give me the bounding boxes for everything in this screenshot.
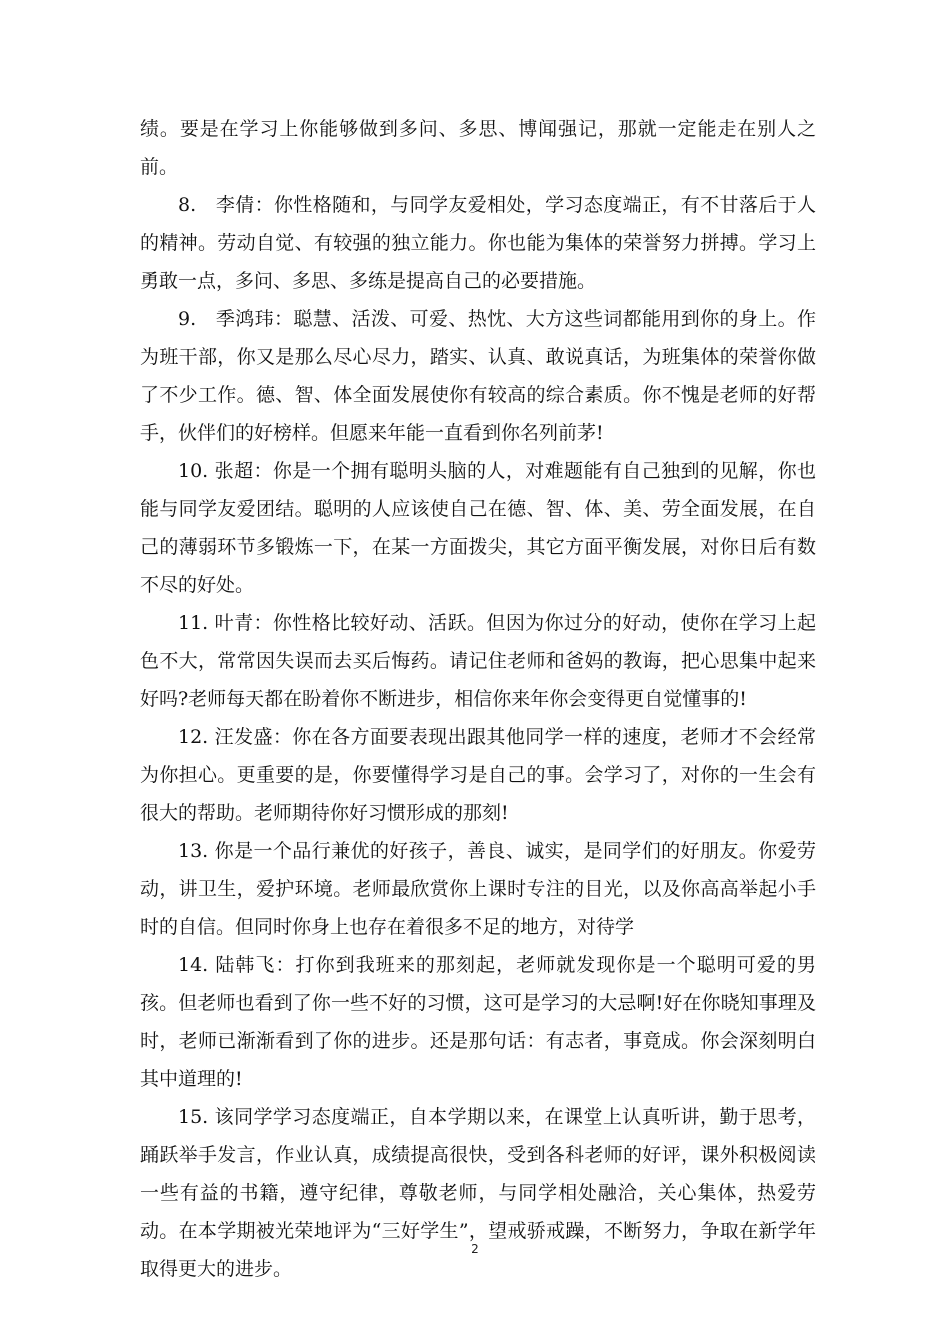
paragraph-item-15: 15. 该同学学习态度端正，自本学期以来，在课堂上认真听讲，勤于思考，踊跃举手发言，作业认真，成绩提高很快，受到各科老师的好评，课外积极阅读一些有益的书籍，遵守纪律，尊敬老师，与同学相处融洽，关心集体，热爱劳动。在本学期被光荣地评为“三好学生”，望戒骄戒躁，不断努力，争取在新学年取得更大的进步。 (140, 1106, 816, 1280)
paragraph-item-8: 8. 李倩：你性格随和，与同学友爱相处，学习态度端正，有不甘落后于人的精神。劳动自觉、有较强的独立能力。你也能为集体的荣誉努力拼搏。学习上勇敢一点，多问、多思、多练是提高自己的必要措施。 (140, 194, 816, 292)
paragraph-item-9: 9. 季鸿玮：聪慧、活泼、可爱、热忱、大方这些词都能用到你的身上。作为班干部，你又是那么尽心尽力，踏实、认真、敢说真话，为班集体的荣誉你做了不少工作。德、智、体全面发展使你有较高的综合素质。你不愧是老师的好帮手，伙伴们的好榜样。但愿来年能一直看到你名列前茅! (140, 308, 816, 444)
document-body (140, 110, 816, 1288)
paragraph-item-12: 12. 汪发盛：你在各方面要表现出跟其他同学一样的速度，老师才不会经常为你担心。更重要的是，你要懂得学习是自己的事。会学习了，对你的一生会有很大的帮助。老师期待你好习惯形成的那刻! (140, 726, 816, 824)
paragraph-item-10: 10. 张超：你是一个拥有聪明头脑的人，对难题能有自己独到的见解，你也能与同学友爱团结。聪明的人应该使自己在德、智、体、美、劳全面发展，在自己的薄弱环节多锻炼一下，在某一方面拨尖，其它方面平衡发展，对你日后有数不尽的好处。 (140, 460, 816, 596)
page-number: 2 (471, 1242, 479, 1256)
paragraph-continuation: 绩。要是在学习上你能够做到多问、多思、博闻强记，那就一定能走在别人之前。 (140, 118, 816, 178)
paragraph-item-14: 14. 陆韩飞：打你到我班来的那刻起，老师就发现你是一个聪明可爱的男孩。但老师也看到了你一些不好的习惯，这可是学习的大忌啊!好在你晓知事理及时，老师已渐渐看到了你的进步。还是那句话：有志者，事竟成。你会深刻明白其中道理的! (140, 954, 816, 1090)
paragraph-item-11: 11. 叶青：你性格比较好动、活跃。但因为你过分的好动，使你在学习上起色不大，常常因失误而去买后悔药。请记住老师和爸妈的教诲，把心思集中起来好吗?老师每天都在盼着你不断进步，相信你来年你会变得更自觉懂事的! (140, 612, 816, 710)
paragraph-item-13: 13. 你是一个品行兼优的好孩子，善良、诚实，是同学们的好朋友。你爱劳动，讲卫生，爱护环境。老师最欣赏你上课时专注的目光，以及你高高举起小手时的自信。但同时你身上也存在着很多不足的地方，对待学 (140, 840, 816, 938)
